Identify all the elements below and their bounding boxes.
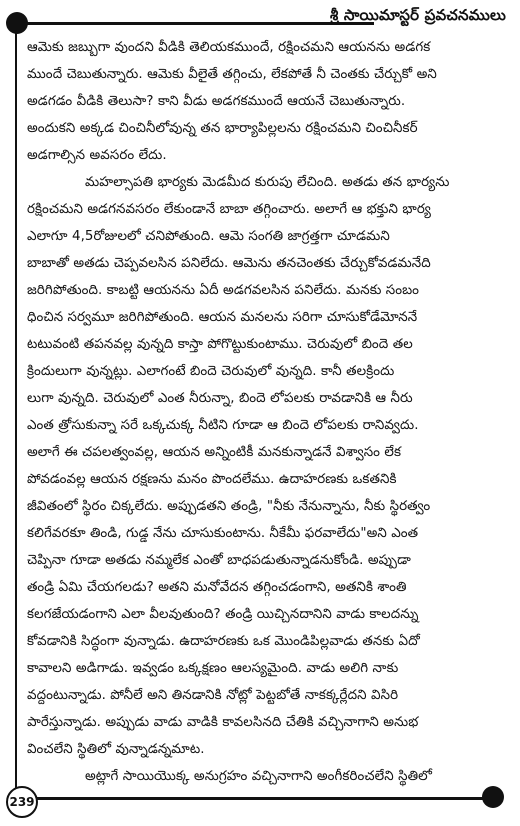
text-line: కోవడానికి సిద్ధంగా వున్నాడు. ఉదాహరణకు ఒక మొండిపిల్లవాడు తనకు ఏదో: [27, 634, 420, 649]
text-line: వించలేని స్థితిలో వున్నాడన్నమాట.: [27, 742, 205, 757]
page-number: 239: [6, 786, 38, 818]
text-line: తండ్రి ఏమి చేయగలడు? అతని మనోవేదన తగ్గించడంగాని, అతనికి శాంతి: [27, 580, 407, 595]
header-rule: [16, 22, 374, 25]
text-line: ఎంత త్రోసుకున్నా సరే ఒక్కచుక్క నీటిని గూడా ఆ బిందె లోపలకు రానివ్వదు.: [27, 418, 419, 433]
text-line: జీవితంలో స్థిరం చిక్కలేదు. అప్పుడతని తండ్రి, "నీకు నేనున్నాను, నీకు స్థిరత్వం: [27, 499, 431, 514]
paragraph: [27, 34, 511, 169]
left-margin-rule: [15, 28, 17, 800]
body-text: [27, 34, 511, 790]
text-line: కలగజేయడంగాని ఎలా వీలవుతుంది? తండ్రి యిచ్చినదానిని వాడు కాలదన్ను: [27, 607, 419, 622]
text-line: జరిగిపోతుంది. కాబట్టి ఆయనను ఏదీ అడగవలసిన పనిలేదు. మనకు సంబం: [27, 283, 420, 298]
text-line: అడగాల్సిన అవసరం లేదు.: [27, 148, 167, 163]
text-line: అడగడం వీడికి తెలుసా? కాని వీడు అడగకముందే ఆయనే చెబుతున్నారు.: [27, 94, 406, 109]
paragraph: [27, 763, 511, 790]
text-line: కావాలని అడిగాడు. ఇవ్వడం ఒక్కక్షణం ఆలస్యమైంది. వాడు అలిగి నాకు: [27, 661, 399, 676]
text-line: అలాగే ఈ చపలత్వంవల్ల, ఆయన అన్నింటికీ మనకున్నాడనే విశ్వాసం లేక: [27, 445, 402, 460]
paragraph: [27, 169, 511, 763]
text-line: చెప్పినా గూడా అతడు నమ్మలేక ఎంతో బాధపడుతున్నాడనుకోండి. అప్పుడా: [27, 553, 411, 568]
text-line: పారేస్తున్నాడు. అప్పుడు వాడు వాడికి కావలసినది చేతికి వచ్చినాగాని అనుభ: [27, 715, 419, 730]
running-header-title: శ్రీ సాయిమాస్టర్ ప్రవచనములు: [329, 6, 506, 24]
text-line: కలిగేవరకూ తిండి, గుడ్డ నేను చూసుకుంటాను. నీకేమీ ఫరవాలేదు"అని ఎంత: [27, 526, 419, 541]
text-line: ఎలాగూ 4,5రోజులలో చనిపోతుంది. ఆమె సంగతి జాగ్రత్తగా చూడమని: [27, 229, 390, 244]
text-line: మహల్సాపతి భార్యకు మెడమీద కురుపు లేచింది. అతడు తన భార్యను: [85, 175, 450, 190]
text-line: ముందే చెబుతున్నారు. ఆమెకు వీలైతే తగ్గించు, లేకపోతే నీ చెంతకు చేర్చుకో అని: [27, 67, 437, 82]
text-line: అట్లాగే సాయియొక్క అనుగ్రహం వచ్చినాగాని అంగీకరించలేని స్థితిలో: [85, 769, 433, 784]
text-line: వద్దంటున్నాడు. పోనీలే అని తినడానికి నోట్లో పెట్టబోతే నాకక్కర్లేదని విసిరి: [27, 688, 399, 703]
text-line: ధించిన సర్వమూ జరిగిపోతుంది. ఆయన మనలను సరిగా చూసుకోడేమోననే: [27, 310, 418, 325]
text-line: బాబాతో అతడు చెప్పవలసిన పనిలేదు. ఆమెను తనచెంతకు చేర్చుకోవడమనేది: [27, 256, 431, 271]
text-line: ఆమెకు జబ్బుగా వుందని వీడికి తెలియకముందే, రక్షించమని ఆయనను అడగక: [27, 40, 431, 55]
text-line: క్రిందులుగా వున్నట్లు. ఎలాగంటే బిందె చెరువులో వున్నది. కానీ తలక్రిందు: [27, 364, 395, 379]
text-line: అందుకని అక్కడ చించినీలోవున్న తన భార్యాపిల్లలను రక్షించమని చించినీకర్: [27, 121, 418, 136]
text-line: పోవడంవల్ల ఆయన రక్షణను మనం పొందలేము. ఉదాహరణకు ఒకతనికి: [27, 472, 397, 487]
text-line: టటువంటి తపనవల్ల వున్నది కాస్తా పోగొట్టుకుంటాము. చెరువులో బిందె తల: [27, 337, 413, 352]
text-line: రక్షించమని అడగనవసరం లేకుండానే బాబా తగ్గించారు. అలాగే ఆ భక్తుని భార్య: [27, 202, 432, 217]
footer-rule: [34, 797, 494, 800]
footer-ornament-dot: [482, 786, 504, 808]
text-line: లుగా వున్నది. చెరువులో ఎంత నీరున్నా, బిందె లోపలకు రావడానికి ఆ నీరు: [27, 391, 413, 406]
